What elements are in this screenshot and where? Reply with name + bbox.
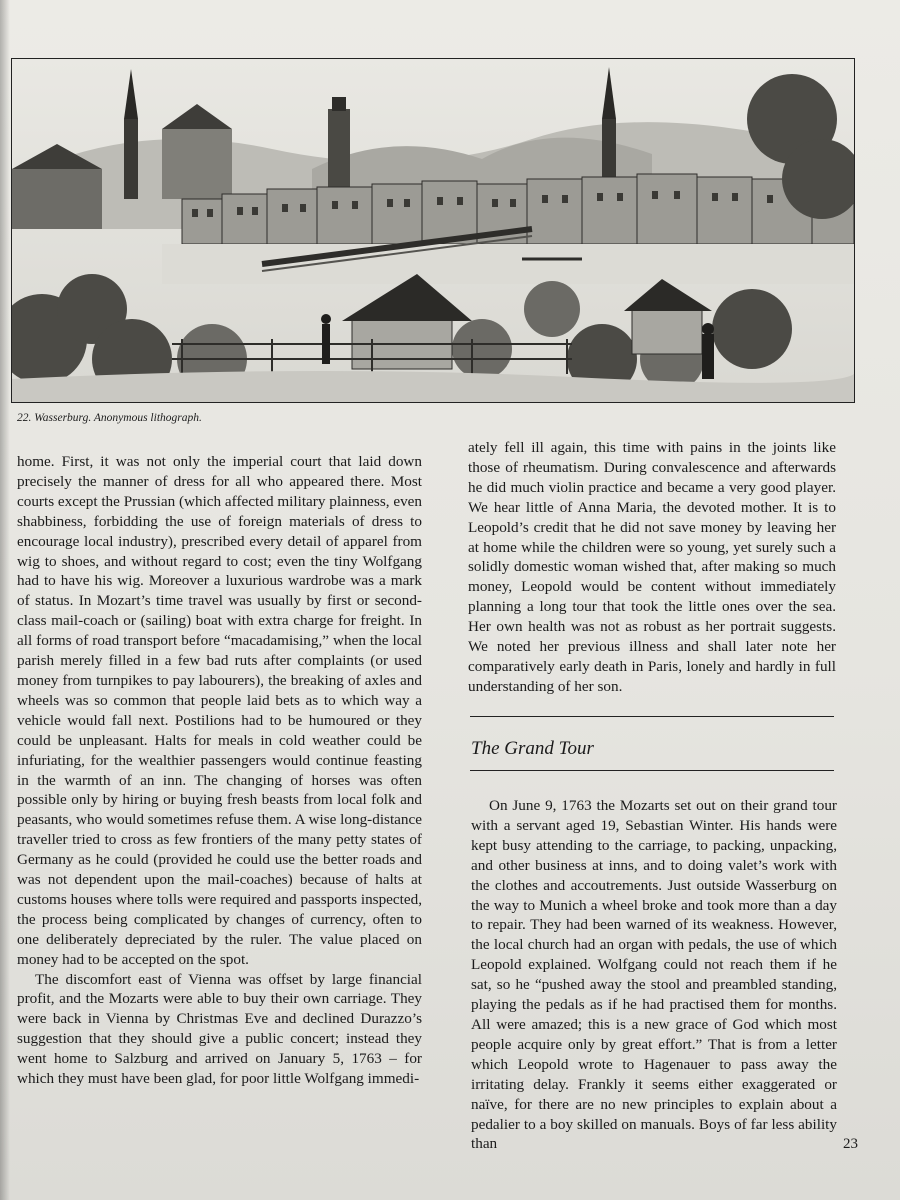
paragraph: home. First, it was not only the imperial court that laid down precisely the manner of dress for all who appeared there. Most courts except the Prussian (which affected military plainness, even shabbiness, forbidding the use of foreign materials of dress to encourage local industry), prescribed every detail of apparel from wig to shoes, and without regard to cost; even the tiny Wolfgang had to have his wig. Moreover a luxurious wardrobe was a mark of status. In Mozart’s time travel was usually by first or second-class mail-coach or (sailing) boat with extra charge for freight. In all forms of road transport before “macadamising,” when the local parish merely filled in a few bad ruts after complaints (or used money from turnpikes to pay labourers), the breaking of axles and wheels was so common that people laid bets as to which way a vehicle would fall next. Postilions had to be humoured or they could be unpleasant. Halts for meals in cold weather could be infuriating, for the wealthier passengers would continue feasting in the warmth of an inn. The changing of horses was often possible only by hiring or buying fresh beasts from local folk and peasants, who would sometimes refuse them. A wise long-distance traveller tried to cross as few frontiers of the many petty states of Germany as he could (provided he could use the better roads and was not dependent upon the mail-coaches) because of halts at customs houses where tolls were required and passports inspected, the process being complicated by changes of currency, often to one deliberately depreciated by the ruler. The value placed on money had to be accepted on the spot. [17, 453, 423, 968]
paragraph: ately fell ill again, this time with pains in the joints like those of rheumatism. During convalescence and afterwards he did much violin practice and became a very good player. We hear little of Anna Maria, the devoted mother. It is to Leopold’s credit that he did not save money by leaving her at home while the children were so young, yet surely such a solidly domestic woman wished that, after making so much money, Leopold would be content without immediately planning a long tour that took the little ones over the sea. Her own health was not as robust as her portrait suggests. We noted her previous illness and shall later note her comparatively early death in Paris, lonely and hardly in full understanding of her son. [468, 439, 836, 695]
lithograph-image [12, 59, 854, 402]
paragraph: On June 9, 1763 the Mozarts set out on their grand tour with a servant aged 19, Sebastian Winter. His hands were kept busy attending to the carriage, to packing, unpacking, and other business at inns, and to doing valet’s work with the clothes and accoutrements. Just outside Wasserburg on the way to Munich a wheel broke and took more than a day to repair. They had been warned of its weakness. However, the local church had an organ with pedals, the use of which Leopold explained. Wolfgang could not reach them if he sat, so he “pushed away the stool and preambled standing, playing the pedals as if he had practised them for months. All were amazed; this is a new grace of God which most people acquire only by great effort.” That is from a letter which Leopold wrote to Hagenauer to pass away the irritating delay. Frankly it seems either exaggerated or naïve, for there are no new principles to explain about a pedalier to a boy skilled on manuals. Boys of far less ability than [471, 797, 837, 1153]
wasserburg-lithograph [11, 58, 855, 403]
figure-caption: 22. Wasserburg. Anonymous lithograph. [17, 412, 202, 424]
page-number: 23 [843, 1136, 858, 1152]
section-heading: The Grand Tour [471, 738, 594, 759]
section-body [471, 796, 837, 1154]
paragraph: The discomfort east of Vienna was offset by large financial profit, and the Mozarts were able to buy their own carriage. They were back in Vienna by Christmas Eve and declined Durazzo’s suggestion that they should give a public concert; instead they went home to Salzburg and arrived on January 5, 1763 – for which they must have been glad, for poor little Wolfgang immedi- [17, 970, 422, 1088]
page-gutter-shadow [0, 0, 10, 1200]
section-rule-top [470, 716, 834, 717]
section-rule-bottom [470, 770, 834, 771]
left-column [17, 452, 422, 1089]
right-column [468, 438, 836, 697]
